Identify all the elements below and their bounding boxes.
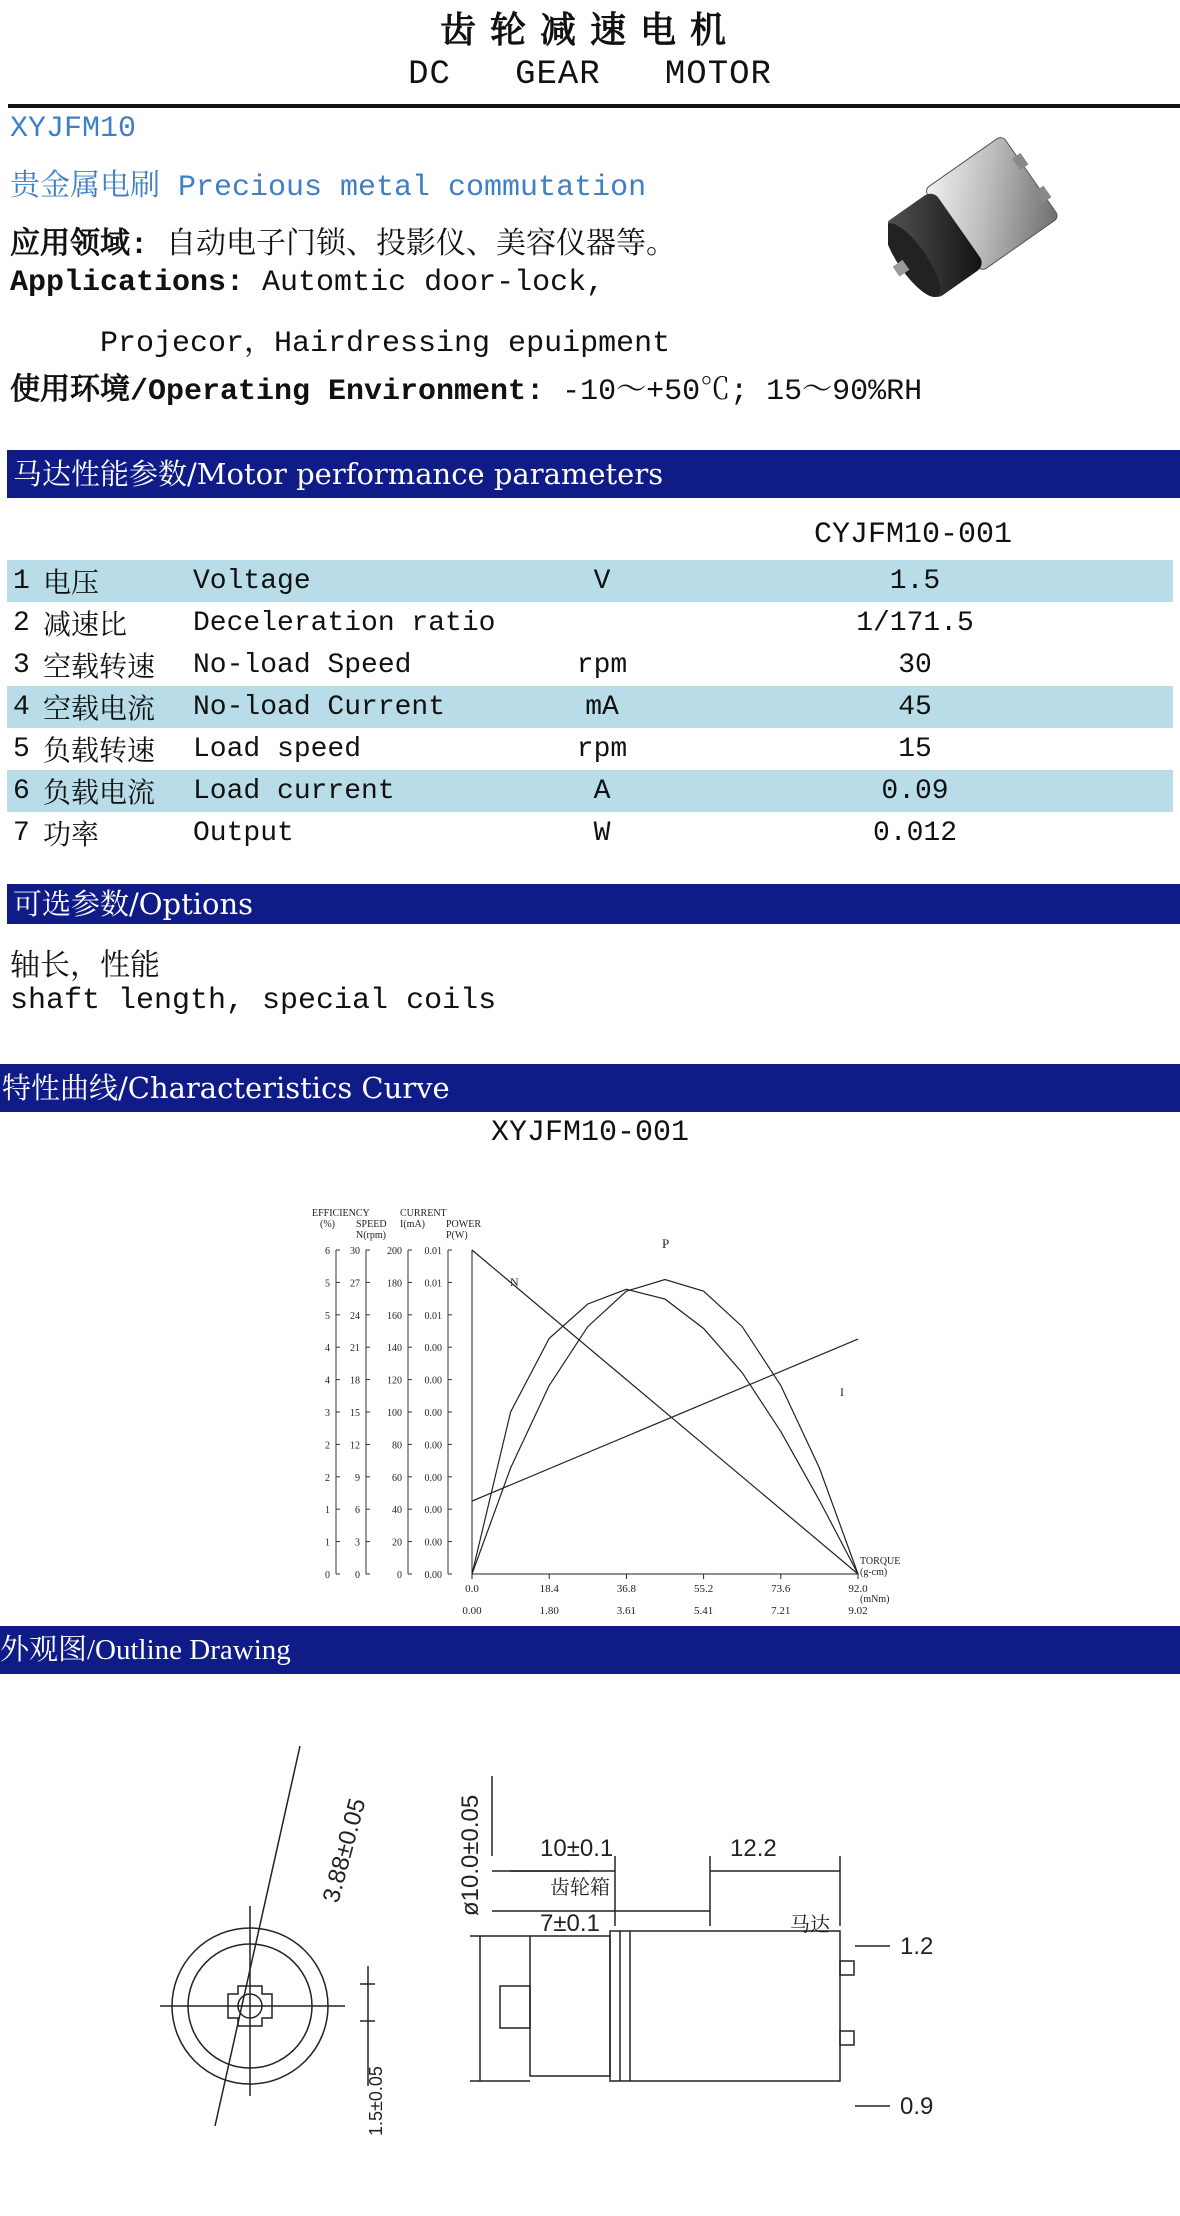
title-chinese: 齿轮减速电机: [439, 9, 740, 51]
x2-tick-label: 7.21: [771, 1605, 791, 1617]
x2-tick-label: 0.00: [462, 1605, 482, 1617]
y-tick-label: 40: [392, 1505, 402, 1517]
dim-gearbox-length: 10±0.1: [540, 1835, 614, 1862]
y-tick-label: 5: [325, 1278, 330, 1290]
dim-shaft-width: 1.5±0.05: [366, 2066, 386, 2136]
side-view: [470, 1776, 890, 2106]
brush-type: 贵金属电刷 Precious metal commutation: [10, 171, 647, 205]
motor-photo: [888, 112, 1098, 342]
y-tick-label: 0: [325, 1570, 330, 1581]
x-tick-label: 73.6: [771, 1583, 791, 1595]
row-name-en: Load speed: [193, 733, 362, 765]
row-name-cn: 负载转速: [43, 738, 156, 769]
performance-row: [7, 812, 1173, 854]
row-number: 4: [7, 686, 43, 728]
row-name-cn: 负载电流: [43, 770, 193, 812]
x2-tick-label: 1.80: [539, 1605, 559, 1617]
performance-row: [7, 770, 1173, 812]
row-value: 45: [657, 686, 1173, 728]
y-tick-label: 15: [350, 1408, 360, 1419]
y-tick-label: 80: [392, 1440, 402, 1452]
operating-environment-value: -10～+50℃; 15～90%RH: [544, 375, 923, 409]
options-en: shaft length, special coils: [10, 984, 497, 1018]
section-outline-drawing: 外观图/Outline Drawing: [0, 1626, 1180, 1674]
curve-label-i: I: [840, 1385, 844, 1399]
applications-en-value: Automtic door-lock,: [244, 266, 605, 300]
y-tick-label: 0.00: [424, 1375, 442, 1387]
axis-header-label: I(mA): [400, 1219, 425, 1230]
x-tick-label: 0.0: [465, 1583, 479, 1595]
row-unit: V: [547, 560, 657, 602]
axis-header-label: N(rpm): [356, 1230, 386, 1241]
y-tick-label: 1: [325, 1537, 330, 1549]
axis-header-label: EFFICIENCY: [312, 1208, 370, 1219]
row-name-en: Deceleration ratio: [193, 607, 496, 639]
y-tick-label: 0.00: [424, 1472, 442, 1484]
y-tick-label: 30: [350, 1246, 360, 1257]
x2-tick-label: 5.41: [693, 1605, 714, 1617]
dim-terminal-offset: 0.9: [900, 2093, 934, 2120]
y-tick-label: 9: [355, 1472, 360, 1484]
label-gearbox: 齿轮箱: [550, 1875, 610, 1899]
x2-tick-label: 3.61: [616, 1605, 637, 1617]
row-name-cn: 空载转速: [43, 654, 156, 685]
section-options: 可选参数/Options: [7, 884, 1180, 924]
row-number: 7: [13, 817, 30, 849]
performance-row: [7, 728, 1173, 770]
row-number: 6: [7, 770, 43, 812]
axis-header-label: SPEED: [356, 1219, 387, 1230]
y-tick-label: 0.00: [424, 1537, 442, 1549]
performance-row: [7, 686, 1173, 728]
x-axis-unit: (g-cm): [860, 1567, 888, 1578]
series-line-i: [472, 1339, 858, 1501]
x2-axis-unit: (mNm): [860, 1594, 890, 1605]
y-tick-label: 200: [387, 1246, 402, 1257]
axis-header-label: P(W): [446, 1230, 468, 1241]
row-number: 1: [7, 560, 43, 602]
y-tick-label: 4: [325, 1375, 330, 1387]
characteristics-chart: [300, 1196, 920, 1628]
y-tick-label: 6: [325, 1246, 330, 1257]
y-tick-label: 20: [392, 1537, 402, 1549]
row-name-en: No-load Current: [193, 686, 547, 728]
row-value: 0.09: [657, 770, 1173, 812]
row-value: 30: [898, 649, 932, 681]
y-tick-label: 24: [350, 1310, 360, 1322]
title-english: DC GEAR MOTOR: [408, 56, 772, 94]
row-name-cn: 电压: [43, 560, 193, 602]
dim-motor-length: 12.2: [730, 1835, 777, 1862]
y-tick-label: 0: [355, 1570, 360, 1581]
curve-model-label: XYJFM10-001: [490, 1116, 690, 1150]
x-tick-label: 18.4: [539, 1583, 559, 1595]
x-tick-label: 55.2: [693, 1583, 714, 1595]
y-tick-label: 27: [350, 1278, 360, 1290]
row-value: 0.012: [872, 817, 957, 849]
row-unit: mA: [547, 686, 657, 728]
x2-tick-label: 9.02: [848, 1605, 868, 1617]
dim-shaft-length: 7±0.1: [540, 1910, 600, 1937]
applications-cn-label: 应用领域:: [10, 229, 149, 263]
options-cn: 轴长，性能: [10, 951, 160, 985]
section-motor-performance: 马达性能参数/Motor performance parameters: [7, 450, 1180, 498]
row-number: 3: [13, 649, 30, 681]
applications-cn: [10, 218, 676, 263]
y-tick-label: 2: [325, 1472, 330, 1484]
row-number: 5: [13, 733, 30, 765]
dim-terminal-height: 1.2: [900, 1933, 934, 1960]
y-tick-label: 6: [355, 1505, 360, 1517]
dim-diameter: ø10.0±0.05: [457, 1794, 484, 1916]
row-name-en: Voltage: [193, 560, 547, 602]
row-value: 15: [898, 733, 932, 765]
axis-header-label: POWER: [446, 1219, 481, 1230]
label-motor: 马达: [790, 1912, 830, 1936]
y-tick-label: 140: [387, 1343, 402, 1355]
x-tick-label: 92.0: [848, 1583, 868, 1595]
performance-table: [7, 560, 1173, 854]
y-tick-label: 5: [325, 1310, 330, 1322]
y-tick-label: 0.01: [424, 1310, 442, 1322]
row-number: 2: [13, 607, 30, 639]
y-tick-label: 3: [325, 1408, 330, 1419]
y-tick-label: 2: [325, 1440, 330, 1452]
curve-label-p: P: [662, 1236, 670, 1251]
x-axis-label: TORQUE: [860, 1556, 901, 1567]
series-line-p: [472, 1280, 858, 1575]
y-tick-label: 0.00: [424, 1505, 442, 1517]
y-tick-label: 0: [397, 1570, 402, 1581]
curve-label-n: N: [510, 1275, 519, 1289]
performance-row: [7, 560, 1173, 602]
y-tick-label: 60: [392, 1472, 402, 1484]
y-tick-label: 0.00: [424, 1343, 442, 1355]
applications-cn-value: 自动电子门锁、投影仪、美容仪器等。: [148, 229, 677, 263]
section-characteristics-curve: 特性曲线/Characteristics Curve: [0, 1064, 1180, 1112]
row-unit: W: [593, 817, 611, 849]
x-tick-label: 36.8: [616, 1583, 637, 1595]
applications-en: [10, 266, 604, 300]
series-line-efficiency: [472, 1289, 858, 1574]
row-name-en: Output: [193, 817, 294, 849]
row-name-cn: 减速比: [43, 612, 128, 643]
y-tick-label: 100: [387, 1408, 402, 1419]
row-unit: rpm: [576, 649, 628, 681]
outline-drawing: [120, 1686, 1030, 2146]
model-name: XYJFM10: [10, 112, 137, 146]
y-tick-label: 0.01: [424, 1246, 442, 1257]
row-name-cn: 功率: [43, 822, 100, 853]
row-unit: [547, 602, 657, 644]
y-tick-label: 0.01: [424, 1278, 442, 1290]
applications-en-label: Applications:: [10, 266, 245, 300]
row-unit: rpm: [576, 733, 628, 765]
y-tick-label: 4: [325, 1343, 330, 1355]
operating-environment-label: 使用环境/Operating Environment:: [10, 375, 545, 409]
axis-header-label: (%): [320, 1219, 335, 1230]
y-tick-label: 21: [350, 1343, 360, 1355]
y-tick-label: 180: [387, 1278, 402, 1290]
row-value: 1.5: [657, 560, 1173, 602]
performance-row: [7, 644, 1173, 686]
y-tick-label: 160: [387, 1310, 402, 1322]
performance-row: [7, 602, 1173, 644]
row-name-en: Load current: [193, 770, 547, 812]
y-tick-label: 18: [350, 1375, 360, 1387]
y-tick-label: 1: [325, 1505, 330, 1517]
y-tick-label: 120: [387, 1375, 402, 1387]
row-unit: A: [547, 770, 657, 812]
dim-shaft-flat: 3.88±0.05: [317, 1795, 372, 1906]
applications-en-continued: Projecor，Hairdressing epuipment: [100, 327, 671, 361]
row-name-cn: 空载电流: [43, 686, 193, 728]
header-rule: [8, 104, 1180, 108]
model-column-header: CYJFM10-001: [813, 518, 1013, 552]
y-tick-label: 0.00: [424, 1440, 442, 1452]
axis-header-label: CURRENT: [400, 1208, 447, 1219]
row-name-en: No-load Speed: [193, 649, 412, 681]
operating-environment: [10, 364, 922, 409]
y-tick-label: 3: [355, 1537, 360, 1549]
y-tick-label: 12: [350, 1440, 360, 1452]
y-tick-label: 0.00: [424, 1408, 442, 1419]
row-value: 1/171.5: [856, 607, 974, 639]
y-tick-label: 0.00: [424, 1570, 442, 1581]
